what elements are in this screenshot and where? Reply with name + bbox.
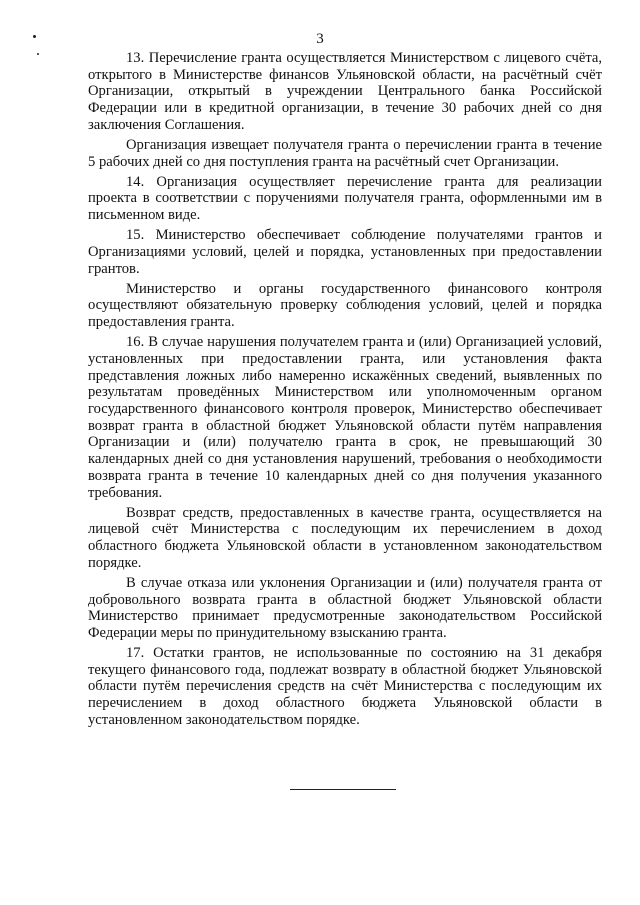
document-body bbox=[88, 50, 602, 732]
paragraph-17: 17. Остатки грантов, не использованные по состоянию на 31 декабря текущего финансового года, подлежат возврату в областной бюджет Ульяновской области путём перечисления средств на счёт Министерства с последующим их перечислением в доход областного бюджета Ульяновской области в установленном законодательством порядке. bbox=[88, 645, 602, 728]
paragraph-16: 16. В случае нарушения получателем гранта и (или) Организацией условий, установленных при предоставлении гранта, или установления факта представления ложных либо намеренно искажённых сведений, выявленных по результатам проведённых Министерством или уполномоченным органом государственного финансового контроля проверок, Министерство обеспечивает возврат гранта в областной бюджет Ульяновской области путём направления Организации и (или) получателю гранта в срок, не превышающий 30 календарных дней со дня установления нарушений, требования о необходимости возврата гранта в течение 10 календарных дней со дня получения указанного требования. bbox=[88, 334, 602, 501]
paragraph-13: 13. Перечисление гранта осуществляется Министерством с лицевого счёта, открытого в Министерстве финансов Ульяновской области, на расчётный счёт Организации, открытый в учреждении Центрального банка Российской Федерации или в кредитной организации, в течение 30 рабочих дней со дня заключения Соглашения. bbox=[88, 50, 602, 133]
paragraph-14: 14. Организация осуществляет перечисление гранта для реализации проекта в соответствии с поручениями получателя гранта, оформленными им в письменном виде. bbox=[88, 173, 602, 224]
paragraph-16-return: Возврат средств, предоставленных в качестве гранта, осуществляется на лицевой счёт Министерства с последующим их перечислением в доход областного бюджета Ульяновской области в установленном законодательством порядке. bbox=[88, 504, 602, 571]
paragraph-15: 15. Министерство обеспечивает соблюдение получателями грантов и Организациями условий, целей и порядка, установленных при предоставлении грантов. bbox=[88, 227, 602, 277]
paragraph-16-refusal: В случае отказа или уклонения Организации и (или) получателя гранта от добровольного возврата гранта в областной бюджет Ульяновской области Министерство принимает предусмотренные законодательством Российской Федерации меры по принудительному взысканию гранта. bbox=[88, 574, 602, 641]
scan-speck bbox=[37, 53, 39, 55]
paragraph-13-notice: Организация извещает получателя гранта о перечислении гранта в течение 5 рабочих дней со дня поступления гранта на расчётный счет Организации. bbox=[88, 136, 602, 170]
paragraph-15-control: Министерство и органы государственного финансового контроля осуществляют обязательную проверку соблюдения условий, целей и порядка предоставления гранта. bbox=[88, 280, 602, 331]
end-of-text-rule bbox=[290, 789, 396, 790]
page-number: 3 bbox=[316, 31, 324, 47]
